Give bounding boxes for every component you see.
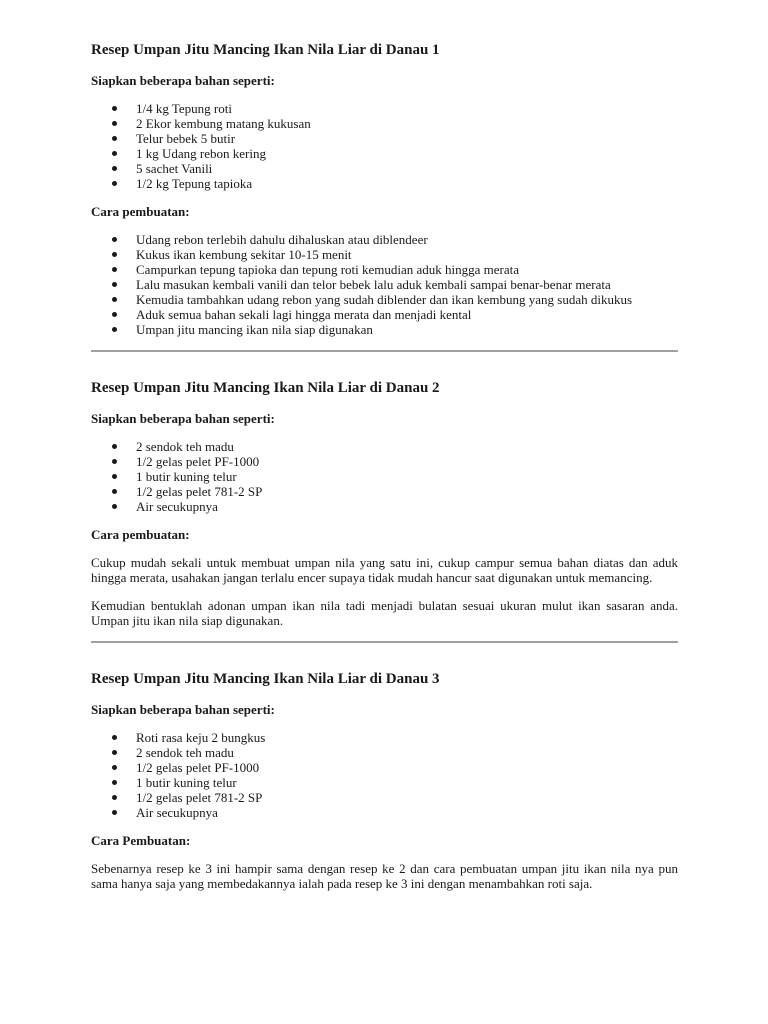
section-divider [91,641,678,643]
recipe-2-paragraph: Kemudian bentuklah adonan umpan ikan nila tadi menjadi bulatan sesuai ukuran mulut ikan sasaran anda. Umpan jitu ikan nila siap digunakan. [91,598,678,628]
ingredient-item: 1/2 gelas pelet PF-1000 [136,454,678,469]
ingredient-item: 1 butir kuning telur [136,775,678,790]
recipe-2-paragraph: Cukup mudah sekali untuk membuat umpan nila yang satu ini, cukup campur semua bahan diatas dan aduk hingga merata, usahakan jangan terlalu encer supaya tidak mudah hancur saat digunakan untuk memancing. [91,555,678,585]
ingredient-item: Telur bebek 5 butir [136,131,678,146]
ingredient-item: 1 butir kuning telur [136,469,678,484]
ingredient-item: 1/2 gelas pelet PF-1000 [136,760,678,775]
step-item: Lalu masukan kembali vanili dan telor bebek lalu aduk kembali sampai benar-benar merata [136,277,678,292]
step-item: Kukus ikan kembung sekitar 10-15 menit [136,247,678,262]
ingredient-item: 5 sachet Vanili [136,161,678,176]
recipe-2-section [91,379,678,628]
step-item: Kemudia tambahkan udang rebon yang sudah diblender dan ikan kembung yang sudah dikukus [136,292,678,307]
ingredient-item: 2 Ekor kembung matang kukusan [136,116,678,131]
recipe-1-ingredients-heading: Siapkan beberapa bahan seperti: [91,73,275,88]
recipe-1-section [91,41,678,337]
recipe-2-method-heading: Cara pembuatan: [91,527,190,542]
ingredient-item: Air secukupnya [136,499,678,514]
recipe-3-ingredients-list [91,730,678,820]
ingredient-item: Air secukupnya [136,805,678,820]
recipe-3-ingredients-heading: Siapkan beberapa bahan seperti: [91,702,275,717]
recipe-2-title: Resep Umpan Jitu Mancing Ikan Nila Liar di Danau 2 [91,380,440,396]
recipe-2-ingredients-list [91,439,678,514]
recipe-1-title: Resep Umpan Jitu Mancing Ikan Nila Liar di Danau 1 [91,42,440,58]
step-item: Umpan jitu mancing ikan nila siap digunakan [136,322,678,337]
recipe-3-section [91,670,678,891]
recipe-2-ingredients-heading: Siapkan beberapa bahan seperti: [91,411,275,426]
ingredient-item: 1/4 kg Tepung roti [136,101,678,116]
section-divider [91,350,678,352]
ingredient-item: Roti rasa keju 2 bungkus [136,730,678,745]
ingredient-item: 1 kg Udang rebon kering [136,146,678,161]
ingredient-item: 1/2 gelas pelet 781-2 SP [136,484,678,499]
recipe-3-method-heading: Cara Pembuatan: [91,833,191,848]
recipe-1-ingredients-list [91,101,678,191]
ingredient-item: 2 sendok teh madu [136,745,678,760]
ingredient-item: 1/2 kg Tepung tapioka [136,176,678,191]
recipe-3-paragraph: Sebenarnya resep ke 3 ini hampir sama dengan resep ke 2 dan cara pembuatan umpan jitu ikan nila nya pun sama hanya saja yang membedakannya ialah pada resep ke 3 ini dengan menambahkan roti saja. [91,861,678,891]
recipe-1-steps-list [91,232,678,337]
step-item: Udang rebon terlebih dahulu dihaluskan atau diblendeer [136,232,678,247]
recipe-3-title: Resep Umpan Jitu Mancing Ikan Nila Liar di Danau 3 [91,671,440,687]
recipe-1-method-heading: Cara pembuatan: [91,204,190,219]
ingredient-item: 2 sendok teh madu [136,439,678,454]
step-item: Campurkan tepung tapioka dan tepung roti kemudian aduk hingga merata [136,262,678,277]
ingredient-item: 1/2 gelas pelet 781-2 SP [136,790,678,805]
step-item: Aduk semua bahan sekali lagi hingga merata dan menjadi kental [136,307,678,322]
